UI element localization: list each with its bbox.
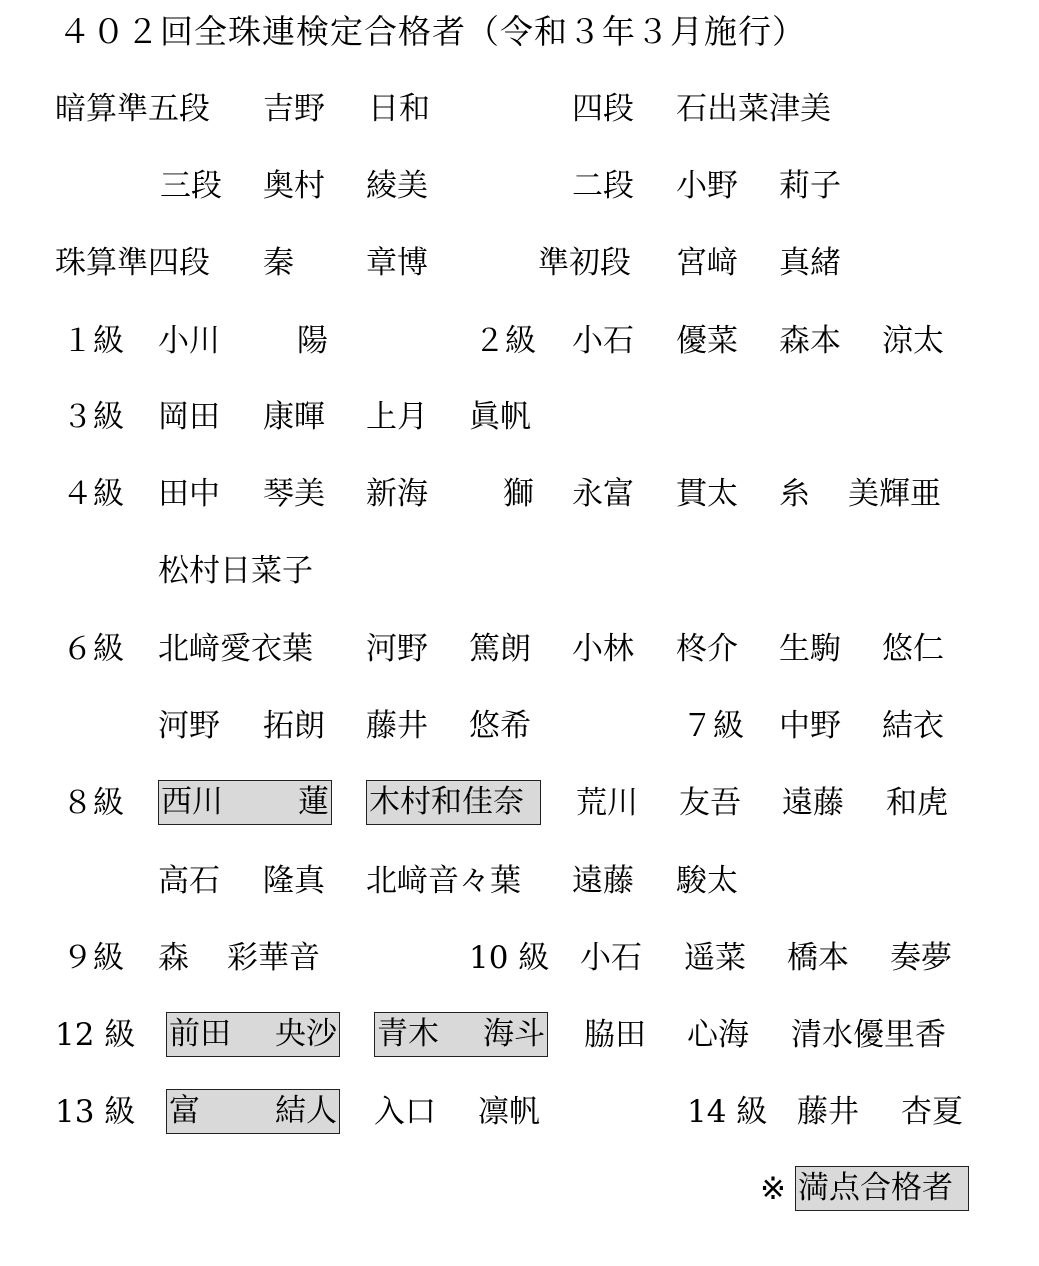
- given-name: 心海: [687, 1017, 749, 1053]
- perfect-score-highlight: [374, 1012, 548, 1057]
- footnote-mark: ※: [760, 1171, 786, 1207]
- surname: 西川: [161, 784, 223, 820]
- perfect-score-highlight: [366, 780, 541, 825]
- given-name: 杏夏: [901, 1094, 963, 1130]
- given-name: 真緒: [779, 245, 841, 281]
- grade-label-kyu6: ６級: [62, 631, 124, 667]
- footnote-legend-highlight: [795, 1166, 969, 1211]
- surname: 森本: [779, 323, 841, 359]
- surname: 河野: [366, 631, 428, 667]
- surname: 河野: [158, 708, 220, 744]
- given-name: 海斗: [483, 1016, 545, 1052]
- surname: 田中: [158, 476, 220, 512]
- grade-label-kyu3: ３級: [62, 399, 124, 435]
- grade-label-kyu9: ９級: [62, 940, 124, 976]
- given-name: 遥菜: [684, 940, 746, 976]
- grade-label-kyu4: ４級: [62, 476, 124, 512]
- surname: 秦: [263, 245, 294, 281]
- given-name: 結人: [275, 1093, 337, 1129]
- given-name: 陽: [297, 323, 328, 359]
- surname: 小川: [158, 323, 220, 359]
- surname: 糸: [779, 476, 810, 512]
- grade-label-kyu7: ７級: [682, 708, 744, 744]
- full-name: 松村日菜子: [158, 553, 313, 589]
- full-name: 清水優里香: [791, 1017, 946, 1053]
- grade-label-anzan-4dan: 四段: [572, 91, 634, 127]
- given-name: 章博: [366, 245, 428, 281]
- surname: 前田: [169, 1016, 231, 1052]
- given-name: 貫太: [676, 476, 738, 512]
- given-name: 結衣: [882, 708, 944, 744]
- grade-label-kyu1: １級: [62, 323, 124, 359]
- grade-label-kyu12: 12 級: [55, 1017, 136, 1053]
- surname: 新海: [366, 476, 428, 512]
- given-name: 眞帆: [469, 399, 531, 435]
- surname: 中野: [779, 708, 841, 744]
- grade-label-kyu2: ２級: [474, 323, 536, 359]
- given-name: 柊介: [676, 631, 738, 667]
- surname: 小石: [580, 940, 642, 976]
- given-name: 凛帆: [478, 1094, 540, 1130]
- perfect-score-highlight: [166, 1012, 340, 1057]
- given-name: 優菜: [676, 323, 738, 359]
- given-name: 駿太: [676, 863, 738, 899]
- surname: 小林: [572, 631, 634, 667]
- grade-label-kyu13: 13 級: [55, 1094, 136, 1130]
- given-name: 隆真: [263, 863, 325, 899]
- surname: 上月: [366, 399, 428, 435]
- grade-label-shuzan-junshodan: 準初段: [538, 245, 631, 281]
- grade-label-anzan-3dan: 三段: [160, 168, 222, 204]
- given-name: 琴美: [263, 476, 325, 512]
- grade-label-kyu10: 10 級: [469, 940, 550, 976]
- surname: 奥村: [263, 168, 325, 204]
- surname: 森: [158, 940, 189, 976]
- page-title: ４０２回全珠連検定合格者（令和３年３月施行）: [58, 12, 806, 51]
- surname: 小野: [676, 168, 738, 204]
- given-name: 獅: [503, 476, 534, 512]
- full-name: 石出菜津美: [676, 91, 831, 127]
- given-name: 拓朗: [263, 708, 325, 744]
- given-name: 綾美: [366, 168, 428, 204]
- grade-label-anzan-jun5dan: 暗算準五段: [55, 91, 210, 127]
- surname: 小石: [572, 323, 634, 359]
- surname: 藤井: [797, 1094, 859, 1130]
- surname: 入口: [374, 1094, 436, 1130]
- surname: 橋本: [787, 940, 849, 976]
- perfect-score-highlight: [158, 780, 332, 825]
- surname: 荒川: [576, 785, 638, 821]
- perfect-score-highlight: [166, 1089, 340, 1134]
- given-name: 彩華音: [227, 940, 320, 976]
- surname: 岡田: [158, 399, 220, 435]
- given-name: 日和: [368, 91, 430, 127]
- surname: 遠藤: [572, 863, 634, 899]
- given-name: 美輝亜: [848, 476, 941, 512]
- full-name: 北﨑愛衣葉: [158, 631, 313, 667]
- surname: 青木: [377, 1016, 439, 1052]
- surname: 遠藤: [782, 785, 844, 821]
- surname: 吉野: [263, 91, 325, 127]
- surname: 藤井: [366, 708, 428, 744]
- grade-label-kyu14: 14 級: [687, 1094, 768, 1130]
- grade-label-anzan-2dan: 二段: [572, 168, 634, 204]
- grade-label-shuzan-jun4dan: 珠算準四段: [55, 245, 210, 281]
- given-name: 悠希: [469, 708, 531, 744]
- surname: 富: [169, 1093, 200, 1129]
- given-name: 涼太: [882, 323, 944, 359]
- grade-label-kyu8: ８級: [62, 785, 124, 821]
- given-name: 康暉: [263, 399, 325, 435]
- full-name: 木村和佳奈: [369, 784, 524, 820]
- footnote-label: 満点合格者: [798, 1170, 953, 1206]
- given-name: 友吾: [679, 785, 741, 821]
- given-name: 蓮: [298, 784, 329, 820]
- surname: 宮﨑: [676, 245, 738, 281]
- full-name: 北﨑音々葉: [366, 863, 521, 899]
- given-name: 篤朗: [469, 631, 531, 667]
- given-name: 和虎: [886, 785, 948, 821]
- surname: 生駒: [779, 631, 841, 667]
- given-name: 悠仁: [882, 631, 944, 667]
- surname: 脇田: [584, 1017, 646, 1053]
- surname: 高石: [158, 863, 220, 899]
- surname: 永富: [572, 476, 634, 512]
- given-name: 莉子: [779, 168, 841, 204]
- given-name: 央沙: [275, 1016, 337, 1052]
- given-name: 奏夢: [890, 940, 952, 976]
